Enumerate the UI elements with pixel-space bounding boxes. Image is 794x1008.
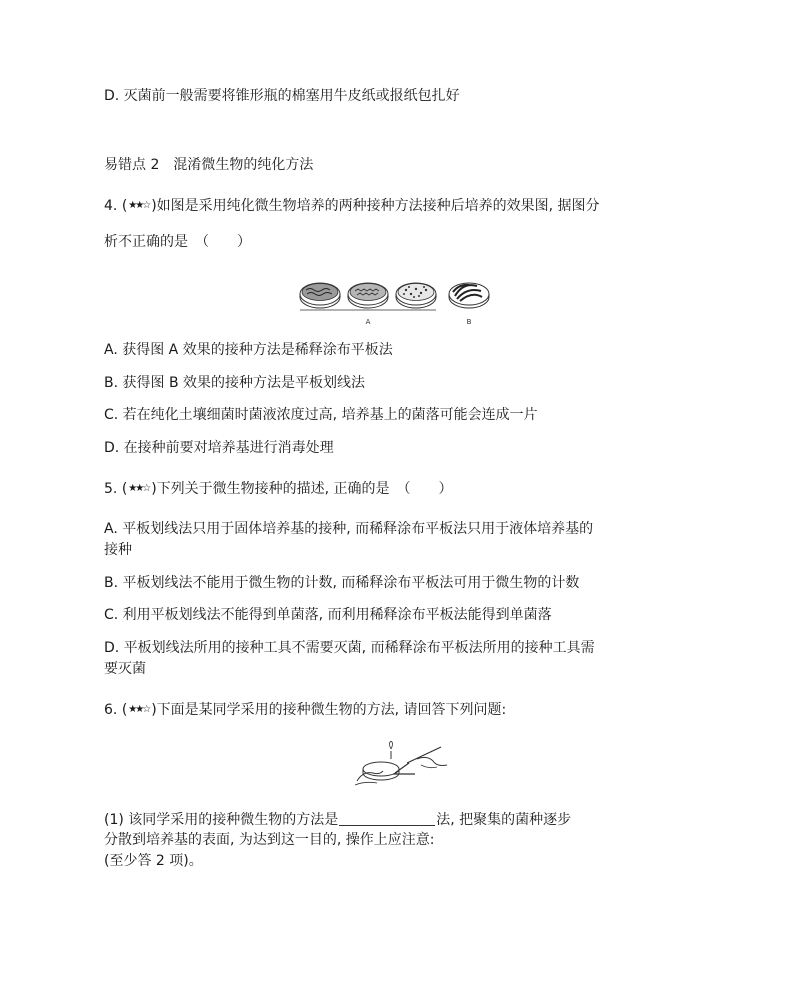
q4-difficulty-stars: (★★☆ ) bbox=[121, 198, 157, 214]
q6-stem-text: 下面是某同学采用的接种微生物的方法, 请回答下列问题: bbox=[156, 702, 507, 718]
q5-option-d-line1: D. 平板划线法所用的接种工具不需要灭菌, 而稀释涂布平板法所用的接种工具需 bbox=[104, 640, 595, 656]
q6-number: 6. bbox=[104, 702, 118, 718]
q4-stem-text: 如图是采用纯化微生物培养的两种接种方法接种后培养的效果图, 据图分 bbox=[156, 198, 600, 214]
q6-stem bbox=[104, 701, 506, 719]
q5-option-a-line2: 接种 bbox=[104, 542, 132, 558]
q5-number: 5. bbox=[104, 481, 118, 497]
q5-stem-text: 下列关于微生物接种的描述, 正确的是 （ ） bbox=[156, 481, 453, 497]
star-icon: ★★☆ bbox=[128, 200, 150, 211]
q6-sub1-line3: (至少答 2 项)。 bbox=[104, 853, 203, 869]
petri-dish-a2 bbox=[348, 283, 388, 308]
q6-difficulty-stars: (★★☆ ) bbox=[121, 702, 157, 718]
q4-option-b: B. 获得图 B 效果的接种方法是平板划线法 bbox=[104, 375, 366, 391]
q4-option-d: D. 在接种前要对培养基进行消毒处理 bbox=[104, 440, 334, 456]
spreading-illustration bbox=[351, 741, 455, 787]
figure-label-b: B bbox=[466, 318, 472, 326]
q6-sub1-line1 bbox=[104, 811, 571, 829]
q6-sub1-line2: 分散到培养基的表面, 为达到这一目的, 操作上应注意: bbox=[104, 832, 435, 848]
petri-dish-illustration bbox=[298, 274, 508, 330]
q4-option-c: C. 若在纯化土壤细菌时菌液浓度过高, 培养基上的菌落可能会连成一片 bbox=[104, 407, 538, 423]
q4-stem-line1 bbox=[104, 197, 600, 215]
q4-petri-dish-figure bbox=[298, 274, 508, 330]
q5-option-b: B. 平板划线法不能用于微生物的计数, 而稀释涂布平板法可用于微生物的计数 bbox=[104, 575, 580, 591]
petri-dish-a1 bbox=[300, 283, 340, 308]
q6-sub1-text-b: 法, 把聚集的菌种逐步 bbox=[436, 812, 572, 828]
q6-inoculation-figure bbox=[351, 741, 455, 787]
q5-option-c: C. 利用平板划线法不能得到单菌落, 而利用稀释涂布平板法能得到单菌落 bbox=[104, 607, 552, 623]
q6-sub1-text-a: (1) 该同学采用的接种微生物的方法是 bbox=[104, 812, 339, 828]
answer-blank[interactable] bbox=[339, 811, 435, 826]
petri-dish-b bbox=[449, 283, 489, 308]
option-d-previous-question: D. 灭菌前一般需要将锥形瓶的棉塞用牛皮纸或报纸包扎好 bbox=[104, 88, 460, 104]
q5-stem bbox=[104, 480, 453, 498]
q5-option-d-line2: 要灭菌 bbox=[104, 661, 146, 677]
star-icon: ★★☆ bbox=[128, 483, 150, 494]
q4-option-a: A. 获得图 A 效果的接种方法是稀释涂布平板法 bbox=[104, 342, 393, 358]
petri-dish-a3 bbox=[396, 283, 436, 308]
q4-number: 4. bbox=[104, 198, 118, 214]
q5-option-a-line1: A. 平板划线法只用于固体培养基的接种, 而稀释涂布平板法只用于液体培养基的 bbox=[104, 521, 594, 537]
star-icon: ★★☆ bbox=[128, 704, 150, 715]
figure-label-a: A bbox=[365, 318, 371, 326]
q5-difficulty-stars: (★★☆ ) bbox=[121, 481, 157, 497]
section-heading: 易错点 2 混淆微生物的纯化方法 bbox=[104, 157, 314, 173]
q4-stem-line2: 析不正确的是 （ ） bbox=[104, 234, 251, 250]
